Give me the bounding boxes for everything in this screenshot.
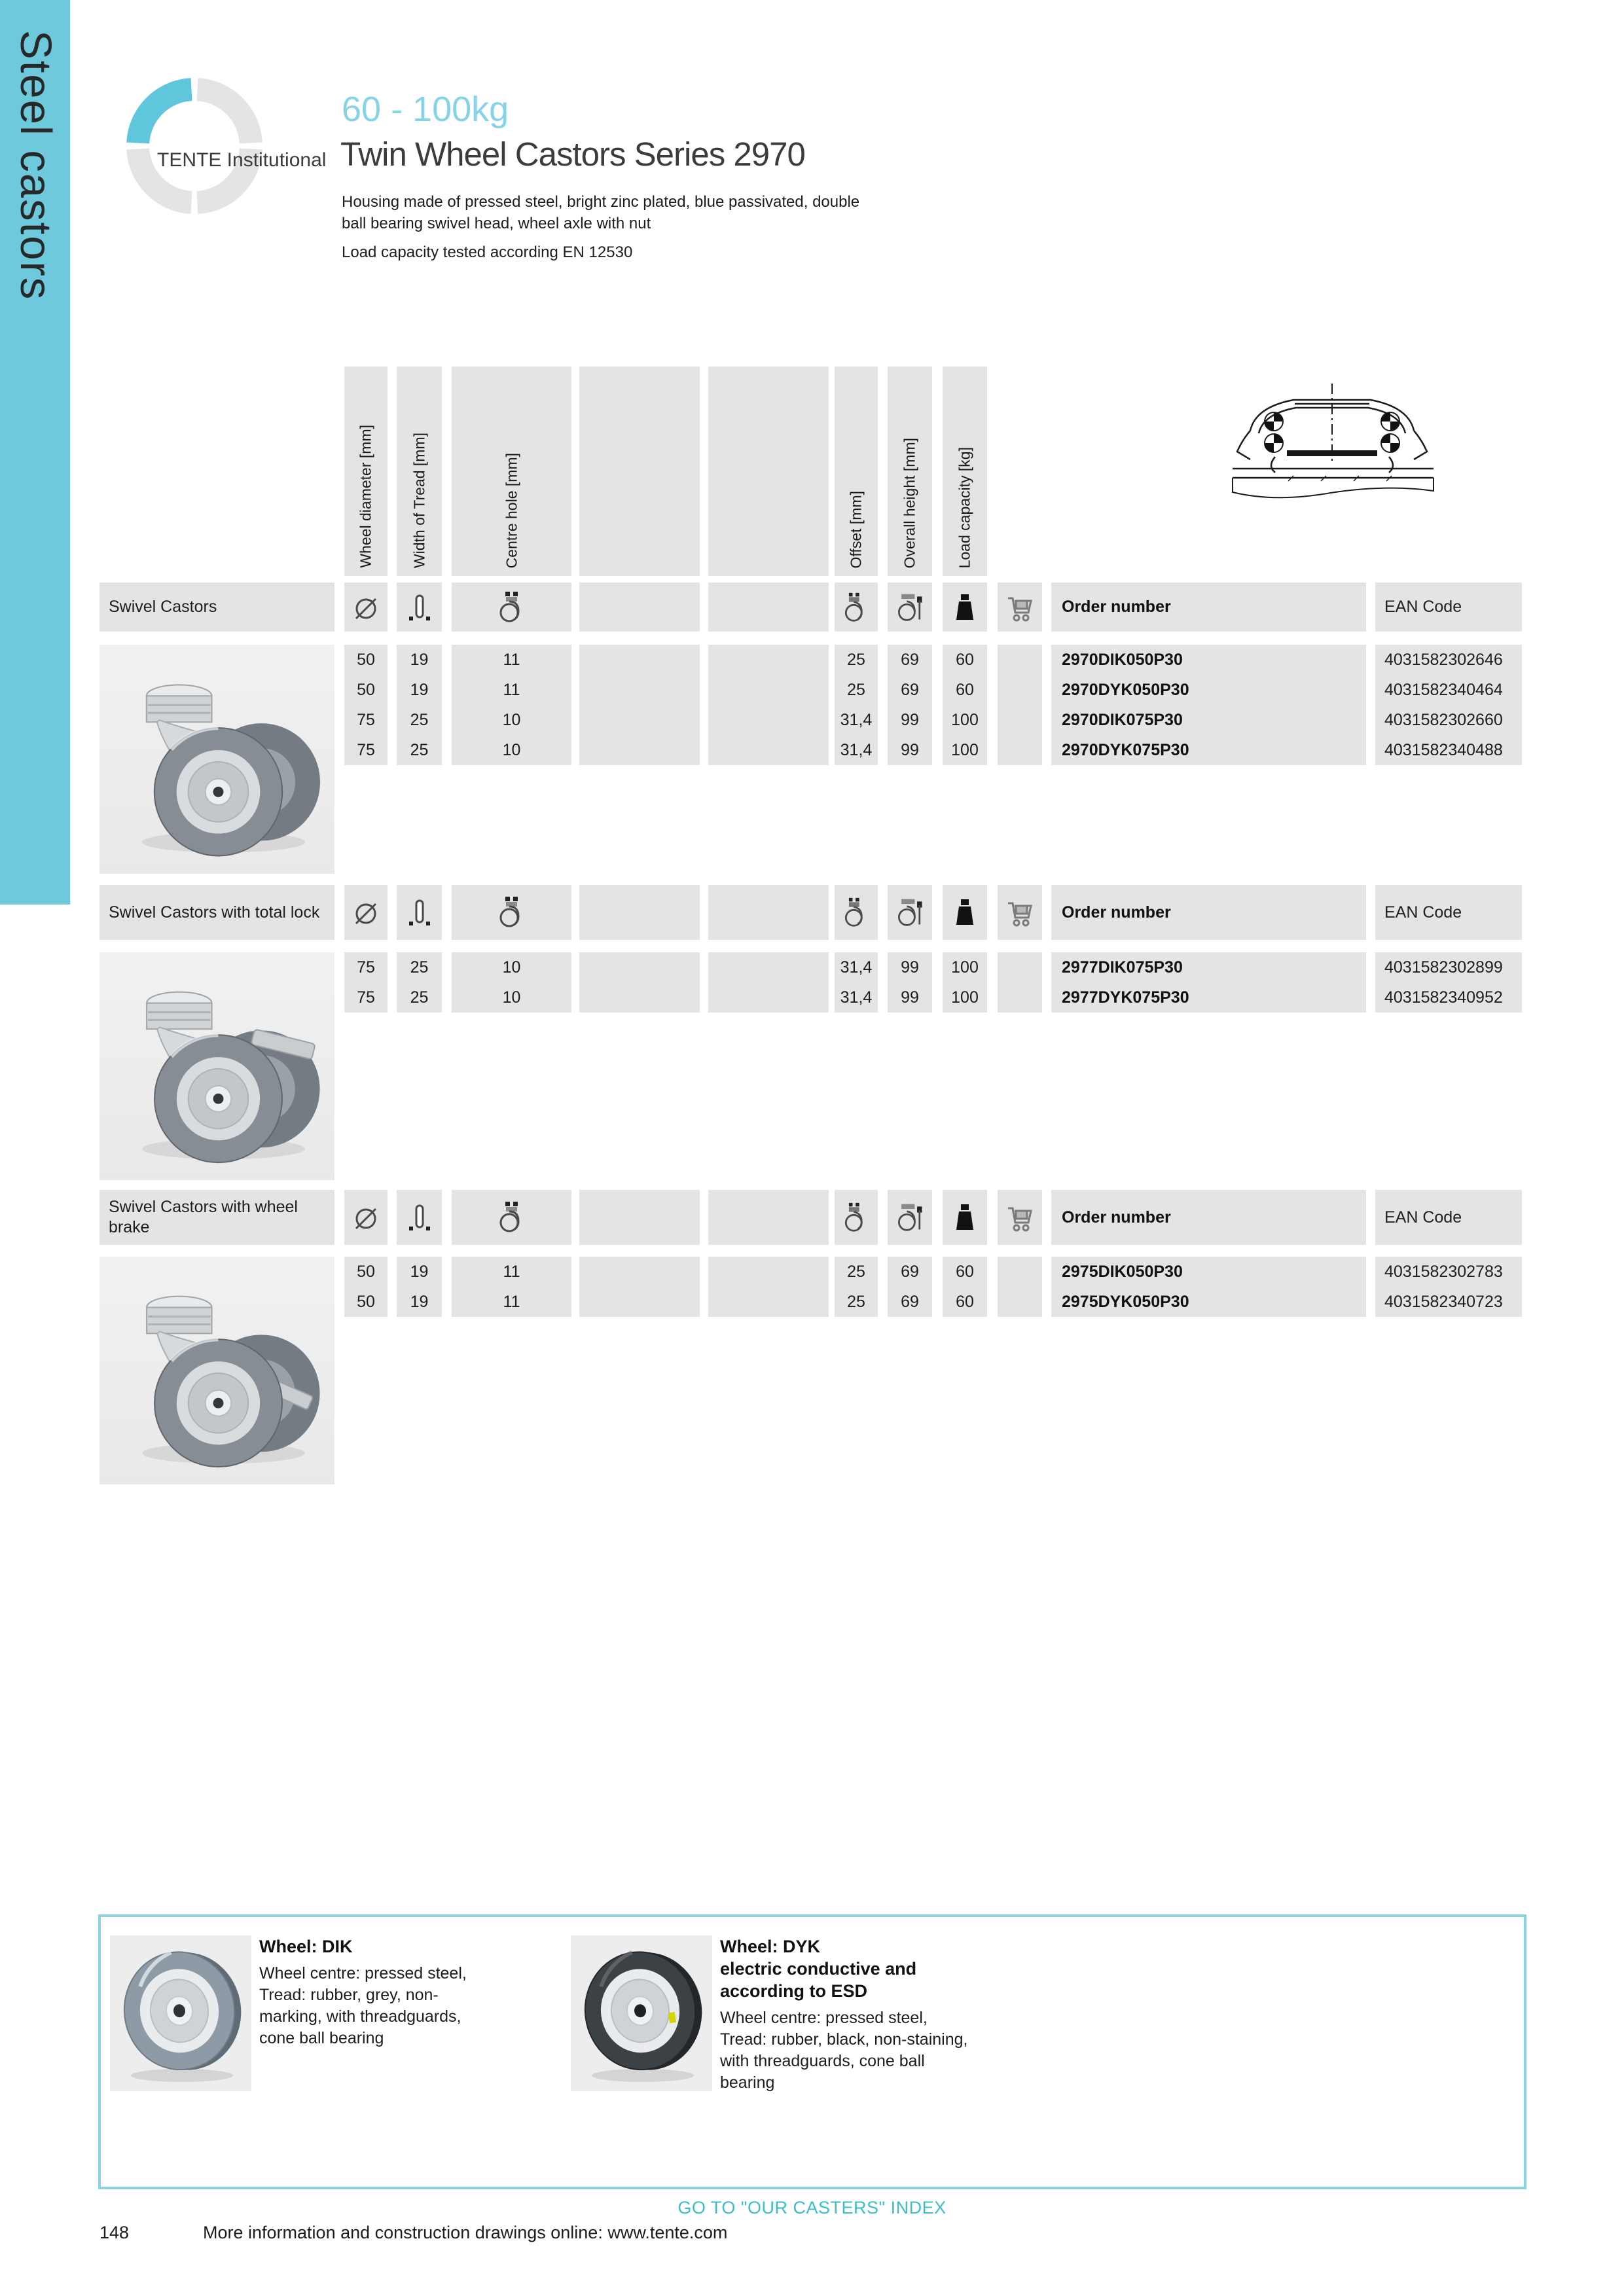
cell: 25 <box>410 710 429 729</box>
col-cart <box>998 952 1042 1013</box>
order-number-header: Order number <box>1051 583 1366 632</box>
col-empty <box>708 952 829 1013</box>
column-header-wheel-diameter: Wheel diameter [mm] <box>344 367 388 576</box>
col-cart <box>998 1257 1042 1317</box>
load-test-note: Load capacity tested according EN 12530 <box>342 243 633 261</box>
col-wheel-diameter <box>344 645 388 765</box>
cell: 100 <box>951 958 979 977</box>
ean-code: 4031582340723 <box>1384 1292 1503 1311</box>
col-cart <box>998 645 1042 765</box>
cell: 75 <box>357 740 375 759</box>
cell: 99 <box>901 988 919 1007</box>
cell: 100 <box>951 710 979 729</box>
page-title: Twin Wheel Castors Series 2970 <box>340 135 805 173</box>
cell: 50 <box>357 1292 375 1311</box>
col-ean <box>1375 1257 1522 1317</box>
spacer-cell <box>579 583 700 632</box>
col-overall-height <box>888 952 932 1013</box>
col-order-number <box>1051 645 1366 765</box>
col-overall-height <box>888 1257 932 1317</box>
col-centre-hole <box>452 645 571 765</box>
category-label: Steel castors <box>11 30 60 301</box>
centre-hole-icon <box>452 583 571 632</box>
cell: 11 <box>503 1262 520 1281</box>
centre-hole-icon <box>452 1190 571 1245</box>
ean-code-header: EAN Code <box>1375 1190 1522 1245</box>
col-empty <box>579 952 700 1013</box>
order-number-header: Order number <box>1051 1190 1366 1245</box>
tread-width-icon <box>397 583 442 632</box>
section-data-total-lock <box>0 952 1624 1183</box>
load-range-kicker: 60 - 100kg <box>342 90 509 129</box>
order-number: 2977DYK075P30 <box>1062 988 1189 1007</box>
description-line: Housing made of pressed steel, bright zinc plated, blue passivated, double <box>342 193 860 211</box>
product-photo-total-lock <box>99 952 334 1180</box>
cell: 11 <box>503 650 520 669</box>
section-label: Swivel Castors <box>99 583 334 632</box>
ean-code-header: EAN Code <box>1375 885 1522 940</box>
col-wheel-diameter <box>344 1257 388 1317</box>
col-order-number <box>1051 1257 1366 1317</box>
tente-logo-icon <box>126 78 262 214</box>
col-empty <box>579 645 700 765</box>
wheel-note-title: Wheel: DIK <box>259 1937 353 1956</box>
load-capacity-icon <box>943 885 987 940</box>
col-load-capacity <box>943 1257 987 1317</box>
col-load-capacity <box>943 952 987 1013</box>
cell: 10 <box>502 958 521 977</box>
cell: 31,4 <box>840 958 873 977</box>
wheel-note-body: Wheel centre: pressed steel, Tread: rubber, grey, non-marking, with threadguards, cone ball bearing <box>259 1964 467 2047</box>
cell: 50 <box>357 1262 375 1281</box>
cell: 11 <box>503 680 520 699</box>
section-header-swivel-castors <box>0 583 1624 632</box>
footer-note: More information and construction drawings online: www.tente.com <box>203 2223 728 2242</box>
order-number-header: Order number <box>1051 885 1366 940</box>
diameter-icon <box>344 583 388 632</box>
cell: 99 <box>901 710 919 729</box>
spacer-cell <box>708 583 829 632</box>
cell: 75 <box>357 988 375 1007</box>
cell: 31,4 <box>840 988 873 1007</box>
cell: 69 <box>901 650 919 669</box>
ean-code: 4031582302783 <box>1384 1262 1503 1281</box>
col-overall-height <box>888 645 932 765</box>
load-capacity-icon <box>943 583 987 632</box>
product-photo-swivel-castor <box>99 645 334 874</box>
cell: 75 <box>357 710 375 729</box>
ean-code: 4031582302899 <box>1384 958 1503 977</box>
col-ean <box>1375 645 1522 765</box>
col-tread-width <box>397 1257 442 1317</box>
cell: 99 <box>901 740 919 759</box>
diameter-icon <box>344 1190 388 1245</box>
cell: 50 <box>357 650 375 669</box>
cell: 31,4 <box>840 710 873 729</box>
ean-code: 4031582302646 <box>1384 650 1503 669</box>
section-header-total-lock <box>0 885 1624 940</box>
order-number: 2970DYK050P30 <box>1062 680 1189 699</box>
col-wheel-diameter <box>344 952 388 1013</box>
ean-code: 4031582340464 <box>1384 680 1503 699</box>
spacer-cell <box>708 885 829 940</box>
cell: 19 <box>410 1262 429 1281</box>
centre-hole-icon <box>452 885 571 940</box>
col-offset <box>835 952 878 1013</box>
cell: 75 <box>357 958 375 977</box>
description-line: ball bearing swivel head, wheel axle with nut <box>342 215 651 232</box>
cell: 100 <box>951 988 979 1007</box>
ean-code-header: EAN Code <box>1375 583 1522 632</box>
col-ean <box>1375 952 1522 1013</box>
section-label: Swivel Castors with wheel brake <box>99 1190 334 1245</box>
col-empty <box>708 1257 829 1317</box>
ean-code: 4031582340952 <box>1384 988 1503 1007</box>
offset-icon <box>835 885 878 940</box>
column-header-offset: Offset [mm] <box>835 367 878 576</box>
order-number: 2970DIK075P30 <box>1062 710 1183 729</box>
wheel-info-box <box>98 1914 1526 2189</box>
wheel-note-dik <box>259 1935 475 2049</box>
cell: 99 <box>901 958 919 977</box>
col-centre-hole <box>452 1257 571 1317</box>
spacer-cell <box>708 1190 829 1245</box>
tread-width-icon <box>397 1190 442 1245</box>
product-photo-wheel-brake <box>99 1257 334 1484</box>
section-header-wheel-brake <box>0 1190 1624 1245</box>
tread-width-icon <box>397 885 442 940</box>
cell: 25 <box>410 958 429 977</box>
section-data-wheel-brake <box>0 1257 1624 1487</box>
cell: 19 <box>410 680 429 699</box>
page-number: 148 <box>99 2223 130 2242</box>
cell: 25 <box>847 1262 865 1281</box>
cell: 10 <box>502 710 521 729</box>
cart-icon <box>998 583 1042 632</box>
column-header-load-capacity: Load capacity [kg] <box>943 367 987 576</box>
cell: 19 <box>410 1292 429 1311</box>
cell: 25 <box>847 1292 865 1311</box>
cart-icon <box>998 885 1042 940</box>
cell: 10 <box>502 988 521 1007</box>
col-empty <box>708 645 829 765</box>
col-offset <box>835 1257 878 1317</box>
cell: 69 <box>901 680 919 699</box>
cell: 19 <box>410 650 429 669</box>
cell: 60 <box>956 1292 974 1311</box>
section-label: Swivel Castors with total lock <box>99 885 334 940</box>
cell: 25 <box>410 740 429 759</box>
cell: 25 <box>847 680 865 699</box>
order-number: 2977DIK075P30 <box>1062 958 1183 977</box>
cell: 25 <box>410 988 429 1007</box>
column-header-empty <box>708 367 829 576</box>
product-description <box>342 191 859 234</box>
cart-icon <box>998 1190 1042 1245</box>
cell: 60 <box>956 650 974 669</box>
spacer-cell <box>579 1190 700 1245</box>
order-number: 2975DYK050P30 <box>1062 1292 1189 1311</box>
logo-wordmark: TENTE Institutional <box>157 149 327 171</box>
cell: 10 <box>502 740 521 759</box>
wheel-note-title: Wheel: DYK <box>720 1937 821 1956</box>
wheel-note-body: Wheel centre: pressed steel, Tread: rubber, black, non-staining, with threadguards, cone ball bearing <box>720 2009 968 2092</box>
overall-height-icon <box>888 583 932 632</box>
ean-code: 4031582340488 <box>1384 740 1503 759</box>
cell: 50 <box>357 680 375 699</box>
column-header-centre-hole: Centre hole [mm] <box>452 367 571 576</box>
wheel-photo-dyk <box>571 1935 712 2091</box>
overall-height-icon <box>888 885 932 940</box>
load-capacity-icon <box>943 1190 987 1245</box>
casters-index-link[interactable]: GO TO "OUR CASTERS" INDEX <box>677 2198 947 2217</box>
diameter-icon <box>344 885 388 940</box>
column-header-empty <box>579 367 700 576</box>
col-load-capacity <box>943 645 987 765</box>
cell: 11 <box>503 1292 520 1311</box>
spacer-cell <box>579 885 700 940</box>
technical-drawing <box>1197 380 1468 517</box>
col-empty <box>579 1257 700 1317</box>
ean-code: 4031582302660 <box>1384 710 1503 729</box>
cell: 60 <box>956 1262 974 1281</box>
column-header-overall-height: Overall height [mm] <box>888 367 932 576</box>
cell: 69 <box>901 1292 919 1311</box>
order-number: 2970DYK075P30 <box>1062 740 1189 759</box>
offset-icon <box>835 583 878 632</box>
offset-icon <box>835 1190 878 1245</box>
cell: 100 <box>951 740 979 759</box>
col-tread-width <box>397 645 442 765</box>
col-tread-width <box>397 952 442 1013</box>
wheel-note-subtitle: electric conductive and according to ESD <box>720 1959 917 2001</box>
cell: 69 <box>901 1262 919 1281</box>
wheel-note-dyk <box>720 1935 975 2094</box>
cell: 31,4 <box>840 740 873 759</box>
section-data-swivel-castors <box>0 645 1624 877</box>
col-order-number <box>1051 952 1366 1013</box>
wheel-photo-dik <box>110 1935 251 2091</box>
order-number: 2975DIK050P30 <box>1062 1262 1183 1281</box>
order-number: 2970DIK050P30 <box>1062 650 1183 669</box>
cell: 25 <box>847 650 865 669</box>
column-header-tread-width: Width of Tread [mm] <box>397 367 442 576</box>
col-centre-hole <box>452 952 571 1013</box>
overall-height-icon <box>888 1190 932 1245</box>
col-offset <box>835 645 878 765</box>
cell: 60 <box>956 680 974 699</box>
